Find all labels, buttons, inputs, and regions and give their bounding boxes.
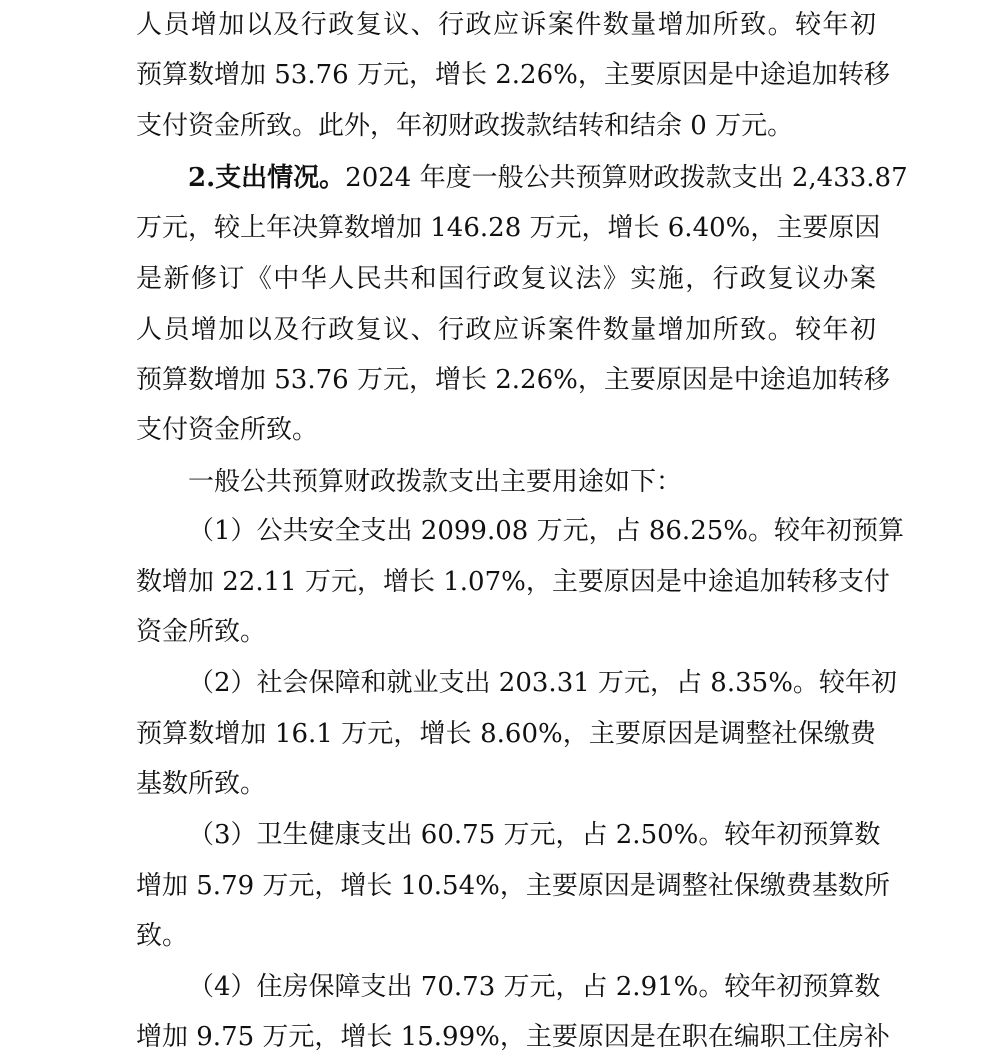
list-item-line: 致。	[136, 921, 189, 951]
list-item-line: 资金所致。	[136, 617, 267, 647]
list-item-line: 增加 9.75 万元，增长 15.99%，主要原因是在职在编职工住房补	[136, 1022, 890, 1052]
list-item-line: 预算数增加 16.1 万元，增长 8.60%，主要原因是调整社保缴费	[136, 719, 876, 749]
list-item-line: 增加 5.79 万元，增长 10.54%，主要原因是调整社保缴费基数所	[136, 871, 890, 901]
paragraph-line: 支付资金所致。此外，年初财政拨款结转和结余 0 万元。	[136, 111, 794, 141]
section-heading: 2.支出情况。	[188, 163, 346, 193]
paragraph-line: 预算数增加 53.76 万元，增长 2.26%，主要原因是中途追加转移	[136, 60, 890, 90]
list-item-line: 基数所致。	[136, 769, 267, 799]
list-item-line: （3）卫生健康支出 60.75 万元，占 2.50%。较年初预算数	[188, 820, 881, 850]
list-item-line: （4）住房保障支出 70.73 万元，占 2.91%。较年初预算数	[188, 972, 881, 1002]
list-item-line: （2）社会保障和就业支出 203.31 万元，占 8.35%。较年初	[188, 668, 897, 698]
paragraph-line: 是新修订《中华人民共和国行政复议法》实施，行政复议办案	[136, 264, 876, 294]
paragraph-line: 支付资金所致。	[136, 415, 319, 445]
paragraph-line: 预算数增加 53.76 万元，增长 2.26%，主要原因是中途追加转移	[136, 365, 890, 395]
list-item-line: 数增加 22.11 万元，增长 1.07%，主要原因是中途追加转移支付	[136, 567, 890, 597]
paragraph-line: 人员增加以及行政复议、行政应诉案件数量增加所致。较年初	[136, 10, 876, 40]
list-item-line: （1）公共安全支出 2099.08 万元，占 86.25%。较年初预算	[188, 516, 904, 546]
section-heading-line	[188, 161, 908, 195]
section-heading-text: 2024 年度一般公共预算财政拨款支出 2,433.87	[345, 163, 908, 193]
paragraph-intro: 一般公共预算财政拨款支出主要用途如下：	[188, 467, 683, 497]
paragraph-line: 万元，较上年决算数增加 146.28 万元，增长 6.40%，主要原因	[136, 213, 881, 243]
paragraph-line: 人员增加以及行政复议、行政应诉案件数量增加所致。较年初	[136, 315, 876, 345]
